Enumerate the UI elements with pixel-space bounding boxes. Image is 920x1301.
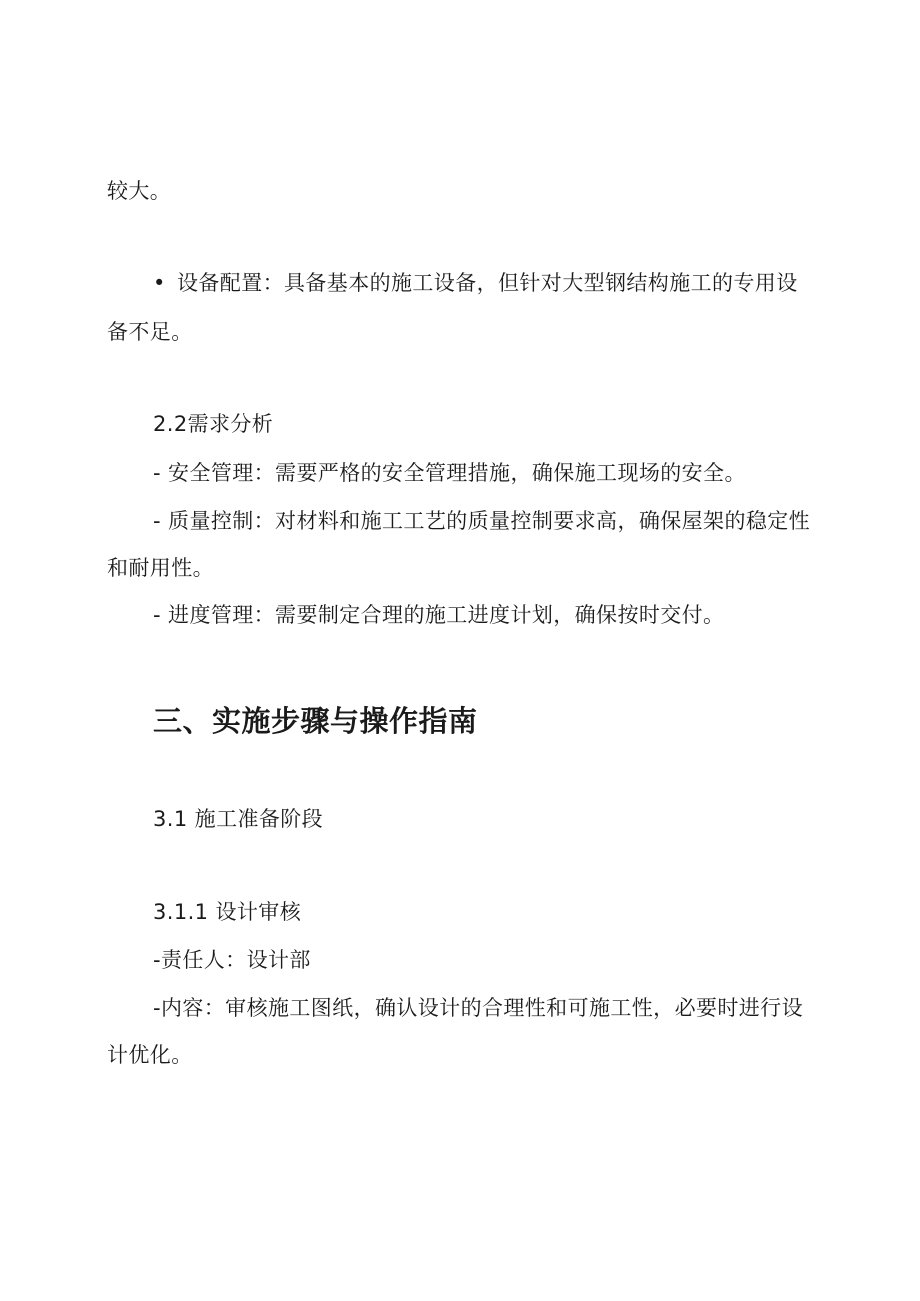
continuation-text: 较大。 bbox=[107, 179, 172, 203]
responsible-party: -责任人：设计部 bbox=[153, 948, 311, 972]
equipment-item-line1 bbox=[153, 268, 798, 298]
section-3-1-title: 3.1 施工准备阶段 bbox=[153, 807, 324, 831]
requirement-item-safety: - 安全管理：需要严格的安全管理措施，确保施工现场的安全。 bbox=[153, 461, 746, 485]
section-3-1-1-title: 3.1.1 设计审核 bbox=[153, 900, 302, 924]
requirement-item-quality-line2: 和耐用性。 bbox=[107, 556, 214, 580]
equipment-item-line2: 备不足。 bbox=[107, 320, 193, 344]
requirement-item-schedule: - 进度管理：需要制定合理的施工进度计划，确保按时交付。 bbox=[153, 603, 725, 627]
chapter-3-title: 三、实施步骤与操作指南 bbox=[153, 704, 478, 738]
review-content-line1: -内容：审核施工图纸，确认设计的合理性和可施工性，必要时进行设 bbox=[153, 996, 803, 1020]
review-content-line2: 计优化。 bbox=[107, 1043, 193, 1067]
requirement-item-quality-line1: - 质量控制：对材料和施工工艺的质量控制要求高，确保屋架的稳定性 bbox=[153, 509, 811, 533]
equipment-item-text: 设备配置：具备基本的施工设备，但针对大型钢结构施工的专用设 bbox=[177, 271, 798, 295]
section-2-2-title: 2.2需求分析 bbox=[153, 412, 274, 436]
bullet-icon: • bbox=[153, 271, 166, 295]
